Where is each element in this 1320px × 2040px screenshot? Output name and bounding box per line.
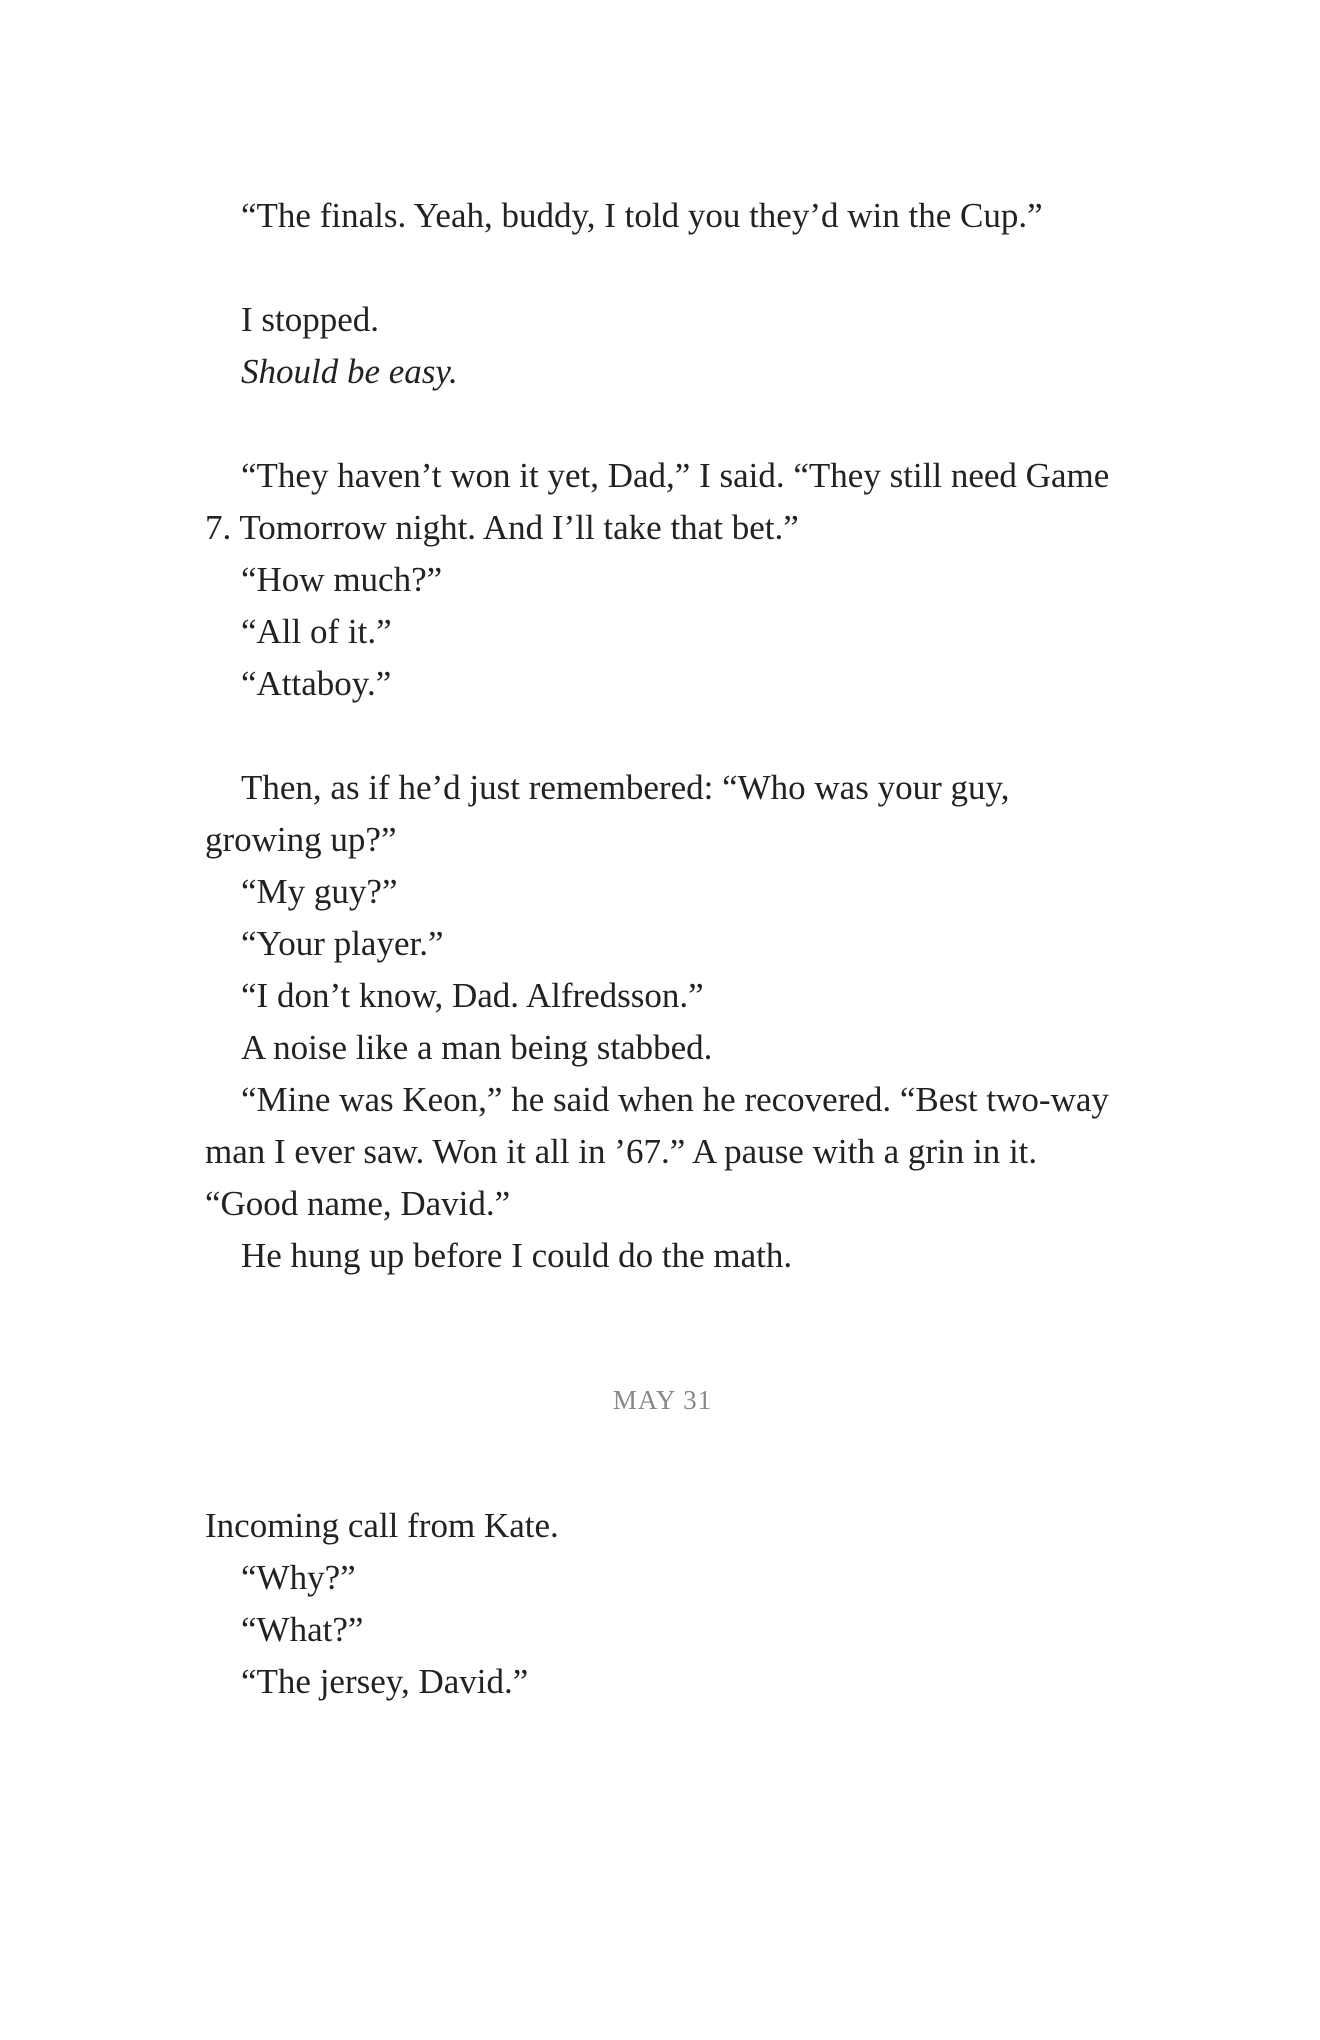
- paragraph: “How much?”: [241, 560, 443, 599]
- paragraph: He hung up before I could do the math.: [241, 1236, 793, 1275]
- paragraph: “They haven’t won it yet, Dad,” I said. “They still need Game 7. Tomorrow night. And I’ll take that bet.”: [205, 456, 1110, 547]
- paragraph: “I don’t know, Dad. Alfredsson.”: [241, 976, 704, 1015]
- paragraph: “Mine was Keon,” he said when he recovered. “Best two-way man I ever saw. Won it all in ’67.” A pause with a grin in it. “Good name, David.”: [205, 1080, 1109, 1223]
- paragraph: “The jersey, David.”: [241, 1662, 529, 1701]
- paragraph: “What?”: [241, 1610, 364, 1649]
- scene-gap: [205, 398, 1120, 450]
- paragraph: “Why?”: [241, 1558, 356, 1597]
- scene-gap: [205, 242, 1120, 294]
- paragraph: I stopped.: [241, 300, 380, 339]
- paragraph: Incoming call from Kate.: [205, 1506, 559, 1545]
- paragraph: “Attaboy.”: [241, 664, 392, 703]
- paragraph: “My guy?”: [241, 872, 398, 911]
- section-heading: MAY 31: [612, 1385, 713, 1415]
- paragraph: “Your player.”: [241, 924, 444, 963]
- scene-gap: [205, 710, 1120, 762]
- paragraph: “The finals. Yeah, buddy, I told you they’d win the Cup.”: [241, 196, 1043, 235]
- book-page: [205, 190, 1120, 1708]
- paragraph: Then, as if he’d just remembered: “Who was your guy, growing up?”: [205, 768, 1010, 859]
- paragraph: “All of it.”: [241, 612, 392, 651]
- paragraph: A noise like a man being stabbed.: [241, 1028, 713, 1067]
- italic-thought: Should be easy.: [241, 352, 458, 391]
